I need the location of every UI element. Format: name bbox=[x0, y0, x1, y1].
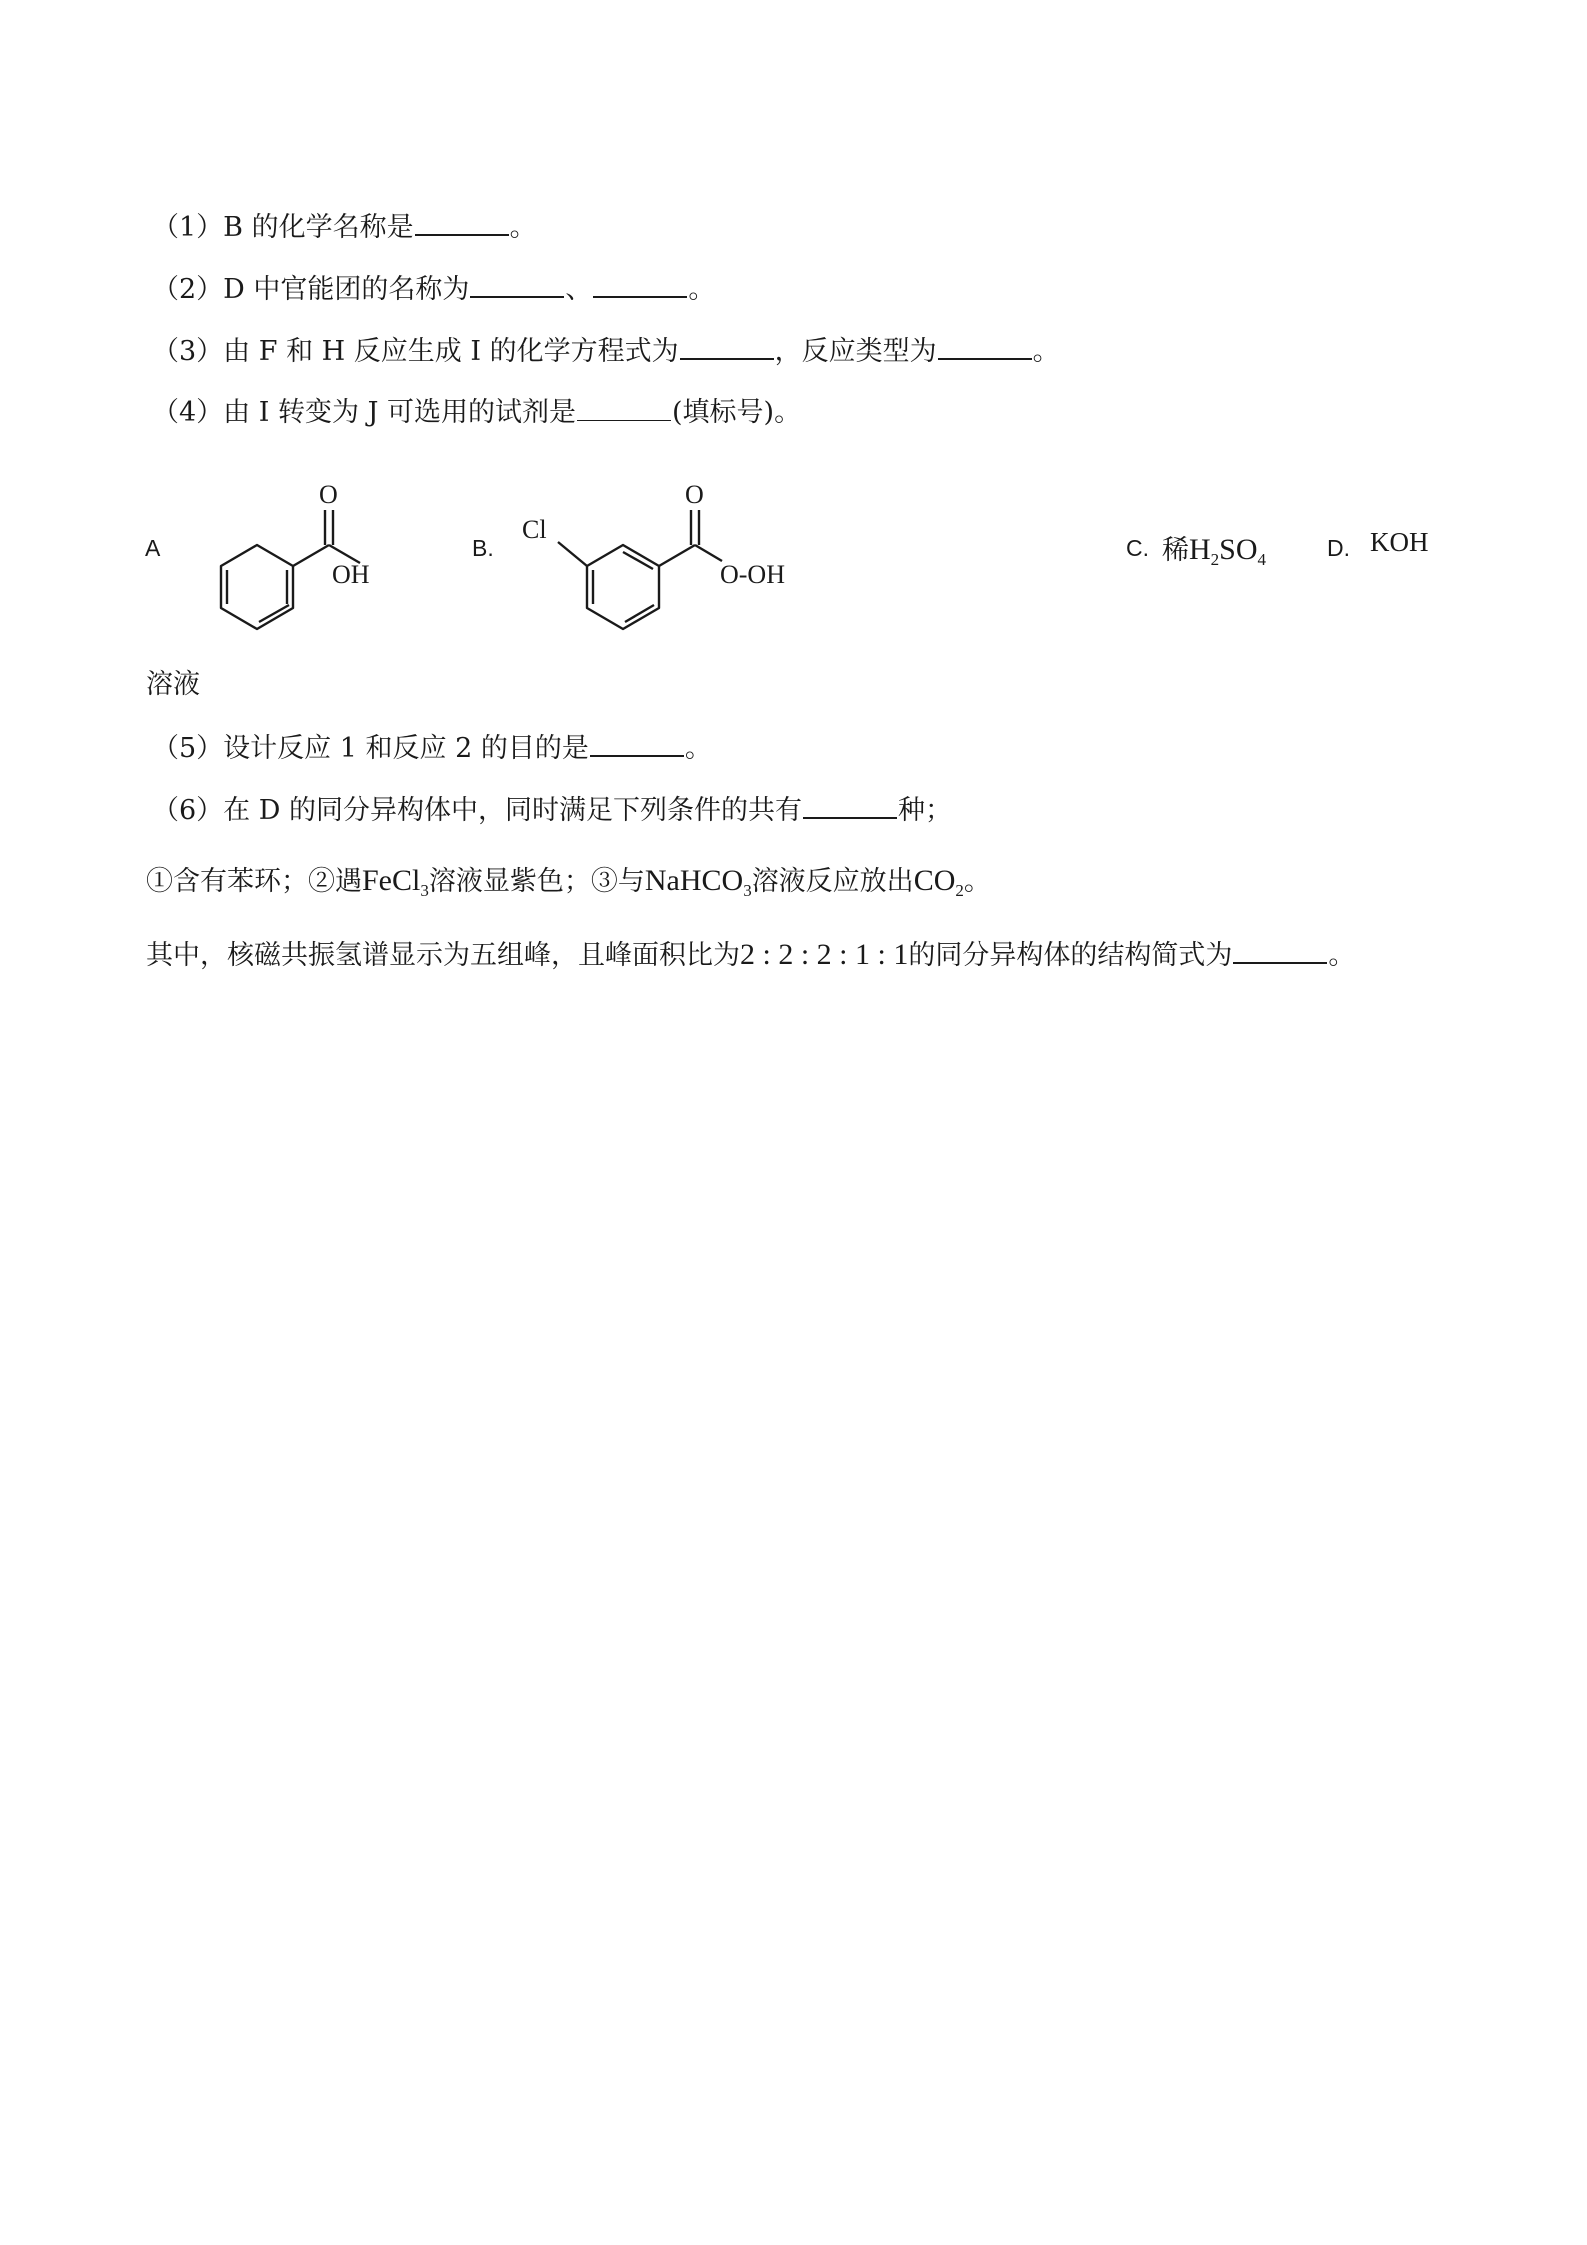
question-3-middle: ，反应类型为 bbox=[774, 336, 937, 367]
peak-area-ratio: 2 : 2 : 2 : 1 : 1 bbox=[740, 938, 909, 971]
condition-text-4: 。 bbox=[963, 866, 991, 897]
condition-text-2: 溶液显紫色；③与 bbox=[428, 866, 645, 897]
option-a-hydroxyl: OH bbox=[332, 560, 370, 589]
final-question-text: 其中，核磁共振氢谱显示为五组峰，且峰面积比为 bbox=[146, 940, 740, 971]
answer-blank[interactable] bbox=[938, 332, 1032, 360]
question-2-text: （2）D 中官能团的名称为 bbox=[152, 274, 470, 305]
question-3 bbox=[152, 332, 1060, 370]
fecl3-base: FeCl bbox=[362, 864, 421, 897]
option-b-chlorine: Cl bbox=[522, 515, 547, 544]
option-b-mcpba-structure[interactable] bbox=[510, 470, 830, 645]
final-question-text-2: 的同分异构体的结构简式为 bbox=[908, 940, 1233, 971]
option-c-so-subscript: 4 bbox=[1257, 550, 1267, 569]
co2-formula bbox=[913, 864, 964, 900]
question-6-end: 种； bbox=[898, 795, 952, 826]
question-4 bbox=[152, 394, 801, 431]
question-3-end: 。 bbox=[1032, 336, 1060, 367]
question-5 bbox=[152, 729, 712, 767]
question-2-end: 。 bbox=[688, 274, 716, 305]
answer-blank[interactable] bbox=[593, 270, 687, 298]
co2-base: CO bbox=[913, 864, 956, 897]
answer-blank[interactable] bbox=[803, 791, 897, 819]
question-2-separator: 、 bbox=[565, 274, 593, 305]
option-b-oxygen: O bbox=[685, 480, 704, 509]
option-c-letter[interactable]: C. bbox=[1126, 535, 1149, 561]
answer-blank[interactable] bbox=[577, 394, 671, 421]
condition-text-1: ①含有苯环；②遇 bbox=[146, 866, 362, 897]
nahco3-base: NaHCO bbox=[644, 864, 744, 897]
option-a-benzoic-acid-structure[interactable] bbox=[180, 470, 400, 645]
question-6 bbox=[152, 791, 952, 829]
option-c-so: SO bbox=[1219, 533, 1258, 566]
option-c-reagent[interactable] bbox=[1162, 528, 1266, 567]
answer-blank[interactable] bbox=[470, 270, 564, 298]
answer-blank[interactable] bbox=[415, 208, 509, 236]
nahco3-formula bbox=[644, 864, 752, 900]
option-c-formula bbox=[1189, 533, 1267, 569]
fecl3-formula bbox=[362, 864, 429, 900]
question-4-text: （4）由 I 转变为 J 可选用的试剂是 bbox=[152, 397, 576, 428]
answer-blank[interactable] bbox=[1233, 936, 1327, 964]
option-d-letter[interactable]: D. bbox=[1327, 535, 1350, 561]
question-5-text: （5）设计反应 1 和反应 2 的目的是 bbox=[152, 733, 589, 764]
question-4-end: (填标号)。 bbox=[672, 397, 802, 428]
final-question bbox=[146, 936, 1355, 974]
question-6-text: （6）在 D 的同分异构体中，同时满足下列条件的共有 bbox=[152, 795, 802, 826]
condition-text-3: 溶液反应放出 bbox=[751, 866, 914, 897]
question-5-end: 。 bbox=[684, 733, 712, 764]
question-1-text: （1）B 的化学名称是 bbox=[152, 212, 414, 243]
nahco3-subscript: 3 bbox=[743, 881, 752, 900]
question-1-end: 。 bbox=[509, 212, 537, 243]
option-b-letter[interactable]: B. bbox=[472, 535, 494, 561]
option-c-dilute: 稀 bbox=[1162, 535, 1189, 566]
option-c-h: H bbox=[1189, 533, 1211, 566]
final-question-end: 。 bbox=[1328, 940, 1356, 971]
options-trailing-text: 溶液 bbox=[146, 669, 200, 700]
answer-blank[interactable] bbox=[680, 332, 774, 360]
question-2 bbox=[152, 270, 715, 308]
option-a-letter[interactable]: A bbox=[145, 535, 161, 561]
fecl3-subscript: 3 bbox=[420, 881, 429, 900]
option-d-reagent[interactable]: KOH bbox=[1370, 527, 1429, 557]
co2-subscript: 2 bbox=[955, 881, 964, 900]
option-c-h-subscript: 2 bbox=[1210, 550, 1220, 569]
option-a-oxygen: O bbox=[319, 480, 338, 509]
question-1 bbox=[152, 208, 537, 246]
isomer-conditions bbox=[146, 863, 991, 900]
question-3-text: （3）由 F 和 H 反应生成 I 的化学方程式为 bbox=[152, 336, 679, 367]
option-b-peroxy-group: O-OH bbox=[720, 560, 785, 589]
answer-blank[interactable] bbox=[590, 729, 684, 757]
